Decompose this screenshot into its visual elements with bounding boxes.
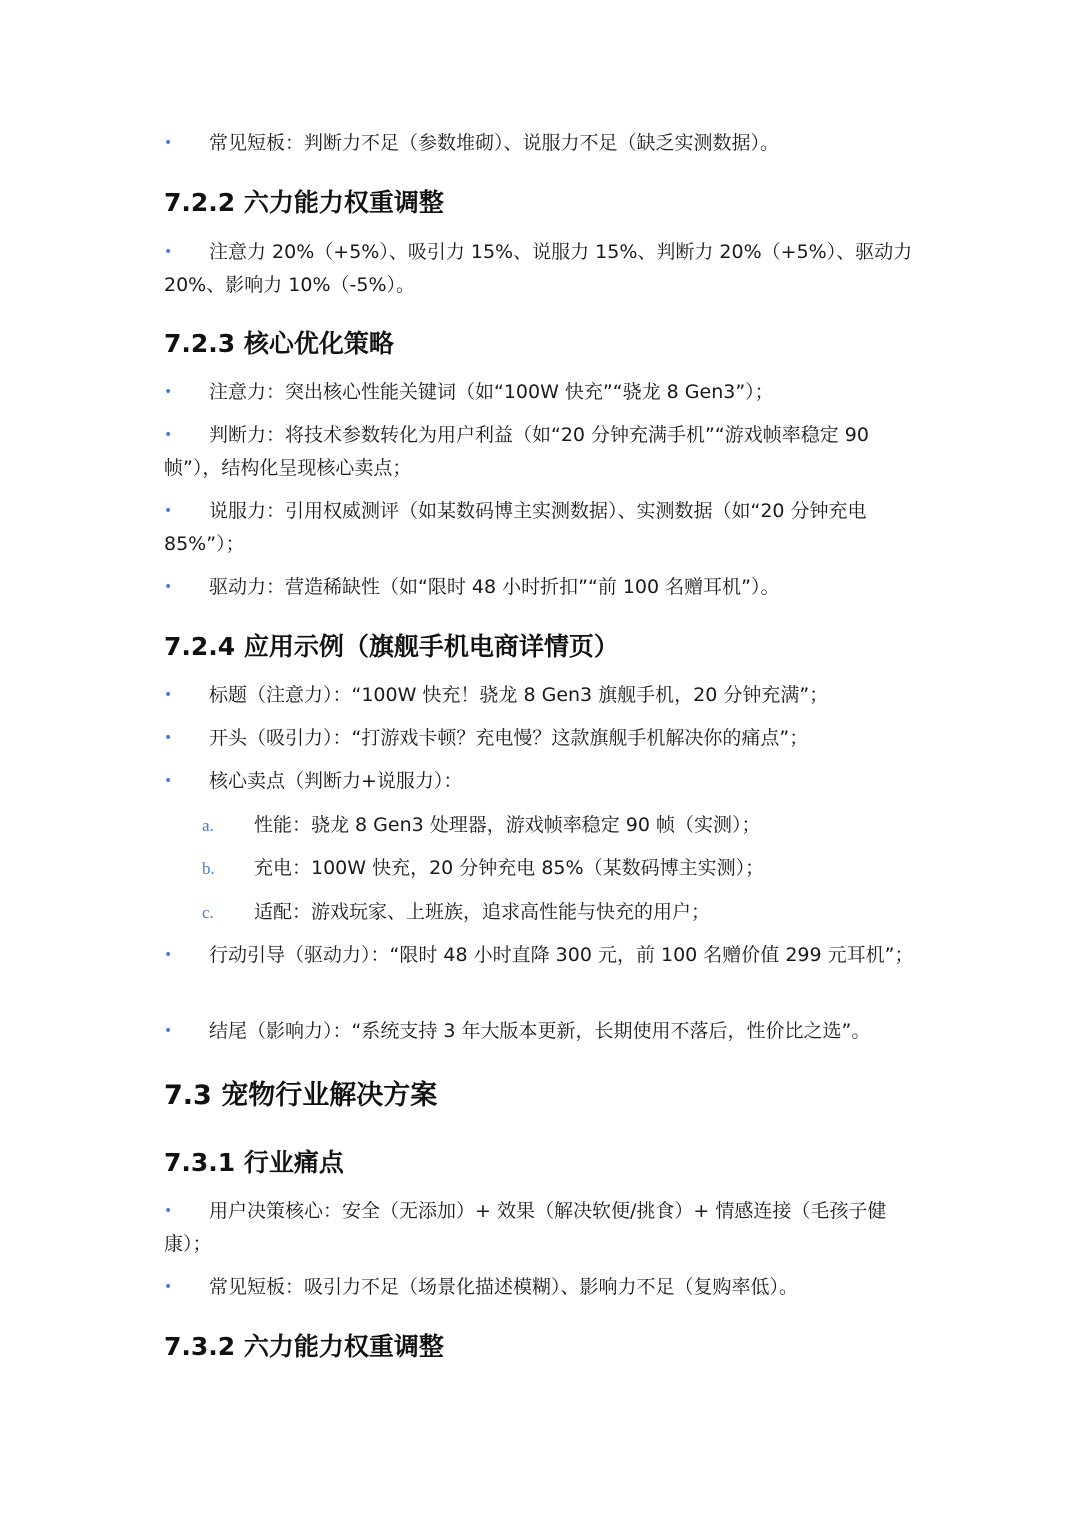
sub-list-item-text: 充电：100W 快充，20 分钟充电 85%（某数码博主实测）； xyxy=(254,857,765,879)
list-item-text: 开头（吸引力）：“打游戏卡顿？充电慢？这款旗舰手机解决你的痛点”； xyxy=(209,727,809,749)
list-item xyxy=(164,419,924,485)
list-item xyxy=(164,679,924,712)
list-item xyxy=(164,127,924,160)
bullet-icon: • xyxy=(164,1279,173,1295)
section-heading: 7.2.4 应用示例（旗舰手机电商详情页） xyxy=(164,632,619,661)
bullet-icon: • xyxy=(164,503,173,519)
bullet-icon: • xyxy=(164,1203,173,1219)
list-item-text: 核心卖点（判断力+说服力）： xyxy=(209,770,463,792)
bullet-icon: • xyxy=(164,687,173,703)
list-marker: c. xyxy=(202,903,214,922)
section-heading: 7.3.1 行业痛点 xyxy=(164,1148,344,1177)
list-item-text: 用户决策核心：安全（无添加）+ 效果（解决软便/挑食）+ 情感连接（毛孩子健康）； xyxy=(164,1200,887,1255)
list-item-text: 常见短板：判断力不足（参数堆砌）、说服力不足（缺乏实测数据）。 xyxy=(209,132,780,154)
bullet-icon: • xyxy=(164,384,173,400)
list-item-text: 注意力：突出核心性能关键词（如“100W 快充”“骁龙 8 Gen3”）； xyxy=(209,381,774,403)
list-item xyxy=(164,939,924,972)
chapter-heading: 7.3 宠物行业解决方案 xyxy=(164,1080,438,1111)
list-item-text: 驱动力：营造稀缺性（如“限时 48 小时折扣”“前 100 名赠耳机”）。 xyxy=(209,576,780,598)
section-heading: 7.3.2 六力能力权重调整 xyxy=(164,1332,444,1361)
sub-list-item xyxy=(202,852,902,885)
list-item xyxy=(164,765,924,798)
bullet-icon: • xyxy=(164,579,173,595)
list-item xyxy=(164,495,924,561)
list-item xyxy=(164,376,924,409)
sub-list-item xyxy=(202,896,902,929)
list-item-text: 标题（注意力）：“100W 快充！骁龙 8 Gen3 旗舰手机，20 分钟充满”； xyxy=(209,684,829,706)
list-item xyxy=(164,722,924,755)
bullet-icon: • xyxy=(164,730,173,746)
bullet-icon: • xyxy=(164,427,173,443)
list-marker: b. xyxy=(202,859,215,878)
section-heading: 7.2.3 核心优化策略 xyxy=(164,329,394,358)
list-item-text: 常见短板：吸引力不足（场景化描述模糊）、影响力不足（复购率低）。 xyxy=(209,1276,799,1298)
list-item-text: 注意力 20%（+5%）、吸引力 15%、说服力 15%、判断力 20%（+5%）、驱动力 20%、影响力 10%（-5%）。 xyxy=(164,241,913,296)
list-marker: a. xyxy=(202,816,214,835)
bullet-icon: • xyxy=(164,1023,173,1039)
list-item-text: 结尾（影响力）：“系统支持 3 年大版本更新，长期使用不落后，性价比之选”。 xyxy=(209,1020,871,1042)
sub-list-item xyxy=(202,809,902,842)
bullet-icon: • xyxy=(164,773,173,789)
list-item xyxy=(164,571,924,604)
bullet-icon: • xyxy=(164,135,173,151)
bullet-icon: • xyxy=(164,244,173,260)
list-item-text: 说服力：引用权威测评（如某数码博主实测数据）、实测数据（如“20 分钟充电 85%”）； xyxy=(164,500,867,555)
sub-list-item-text: 适配：游戏玩家、上班族，追求高性能与快充的用户； xyxy=(254,901,711,923)
list-item xyxy=(164,1271,924,1304)
list-item xyxy=(164,1195,924,1261)
sub-list-item-text: 性能：骁龙 8 Gen3 处理器，游戏帧率稳定 90 帧（实测）； xyxy=(254,814,761,836)
list-item-text: 判断力：将技术参数转化为用户利益（如“20 分钟充满手机”“游戏帧率稳定 90 帧”），结构化呈现核心卖点； xyxy=(164,424,869,479)
section-heading: 7.2.2 六力能力权重调整 xyxy=(164,188,444,217)
list-item-text: 行动引导（驱动力）：“限时 48 小时直降 300 元，前 100 名赠价值 299 元耳机”； xyxy=(209,944,914,966)
list-item xyxy=(164,1015,924,1048)
bullet-icon: • xyxy=(164,947,173,963)
list-item xyxy=(164,236,924,302)
